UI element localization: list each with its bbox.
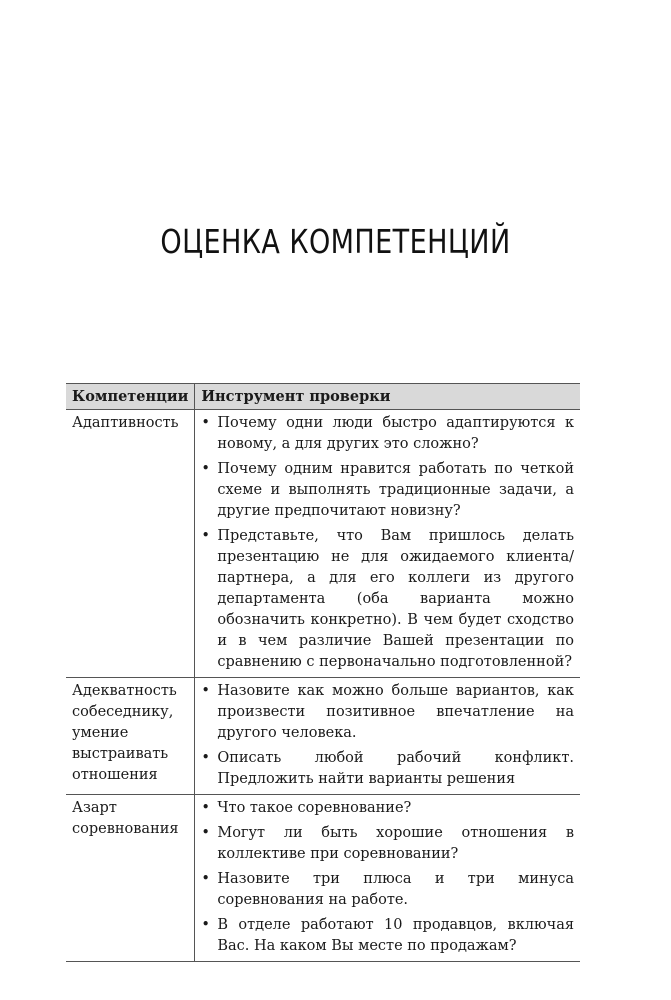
- list-item: • Описать любой рабочий конфликт. Предложить найти варианты решения: [201, 750, 574, 787]
- tool-cell: [195, 410, 580, 678]
- tool-cell: [195, 678, 580, 795]
- list-item: • Почему одни люди быстро адаптируются к новому, а для других это сложно?: [201, 415, 574, 452]
- list-item: • Представьте, что Вам пришлось делать презентацию не для ожидаемого клиента/партнера, а для его коллеги из другого департамента (оба варианта можно обозначить конкретно). В чем будет сходство и в чем различие Вашей презентации по сравнению с первоначально подготовленной?: [201, 528, 574, 670]
- table-row: [66, 410, 580, 678]
- list-item: • В отделе работают 10 продавцов, включая Вас. На каком Вы месте по продажам?: [201, 917, 574, 954]
- tool-list: [201, 798, 574, 957]
- page-title: ОЦЕНКА КОМПЕТЕНЦИЙ: [160, 222, 511, 261]
- bullet-icon: •: [201, 825, 210, 841]
- tool-list: [201, 681, 574, 790]
- competence-name: Адекватность собеседнику, умение выстраивать отношения: [66, 678, 195, 795]
- bullet-icon: •: [201, 917, 210, 933]
- table-row: [66, 678, 580, 795]
- bullet-icon: •: [201, 750, 210, 766]
- competence-table: [66, 383, 580, 962]
- bullet-icon: •: [201, 683, 210, 699]
- bullet-icon: •: [201, 461, 210, 477]
- column-header-tool: Инструмент проверки: [195, 384, 580, 410]
- bullet-icon: •: [201, 415, 210, 431]
- list-item: • Могут ли быть хорошие отношения в коллективе при соревновании?: [201, 825, 574, 862]
- list-item: • Назовите три плюса и три минуса соревнования на работе.: [201, 871, 574, 908]
- competence-name: Азарт соревнования: [66, 795, 195, 962]
- column-header-competences: Компетенции: [66, 384, 195, 410]
- tool-cell: [195, 795, 580, 962]
- bullet-icon: •: [201, 800, 210, 816]
- competence-name: Адаптивность: [66, 410, 195, 678]
- list-item: • Почему одним нравится работать по четкой схеме и выполнять традиционные задачи, а другие предпочитают новизну?: [201, 461, 574, 519]
- table-row: [66, 795, 580, 962]
- tool-list: [201, 413, 574, 673]
- list-item: • Назовите как можно больше вариантов, как произвести позитивное впечатление на другого человека.: [201, 683, 574, 741]
- list-item: • Что такое соревнование?: [201, 798, 574, 819]
- bullet-icon: •: [201, 528, 210, 544]
- table-header-row: [66, 384, 580, 410]
- bullet-icon: •: [201, 871, 210, 887]
